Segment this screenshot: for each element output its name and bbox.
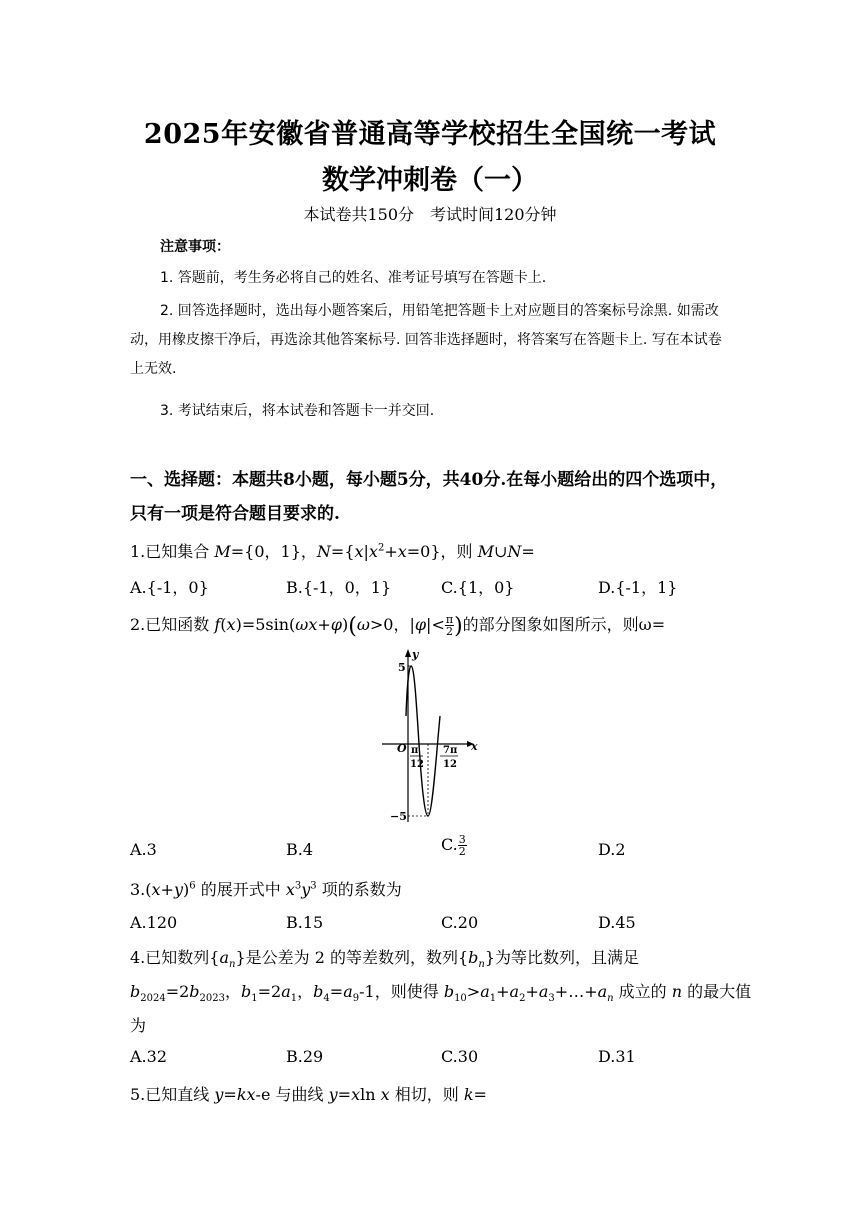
graph-origin-label: O [397, 742, 407, 755]
question-4-option-c: C.30 [441, 1047, 479, 1066]
question-3-stem: $3.(x+y)^6$ 的展开式中 $x^3y^3$ 项的系数为 [130, 880, 402, 899]
graph-tick2-num: 7π [443, 745, 458, 756]
question-2-option-c: C. $\frac{3}{2}$ [441, 833, 466, 858]
graph-y-bottom-label: −5 [390, 810, 407, 823]
sine-graph-figure [370, 646, 480, 826]
exam-info: 本试卷共150分 考试时间120分钟 [303, 205, 557, 224]
question-3-option-b: B.15 [286, 913, 324, 932]
graph-y-label: y [412, 648, 419, 661]
question-4-option-a: A.32 [130, 1047, 167, 1066]
exam-title: 2025年安徽省普通高等学校招生全国统一考试 [143, 119, 717, 150]
question-2-option-b: B.4 [286, 840, 314, 859]
question-4-stem-line-2: $b_{2024}=2b_{2023}$，$b_1=2a_1$，$b_4=a_9-1$，则使得 $b_{10}>a_1+a_2+a_3+\dots+a_n$ 成立的 n 的最大值 [130, 982, 752, 1005]
graph-y-top-label: 5 [398, 661, 406, 674]
graph-tick1-num: π [411, 745, 419, 756]
question-2-option-d: D.2 [598, 840, 626, 859]
question-1-option-d: D.{-1，1} [598, 578, 678, 597]
question-4-option-d: D.31 [598, 1047, 636, 1066]
exam-subject-title: 数学冲刺卷（一） [322, 165, 538, 196]
graph-x-label: x [471, 740, 478, 753]
graph-tick1-den: 12 [410, 759, 424, 770]
question-3-option-c: C.20 [441, 913, 479, 932]
question-3-option-d: D.45 [598, 913, 636, 932]
question-1-option-a: A.{-1，0} [130, 578, 209, 597]
notice-item-3: 3. 考试结束后，将本试卷和答题卡一并交回. [160, 403, 435, 419]
question-1-option-c: C.{1，0} [441, 578, 515, 597]
question-1-stem: 1.已知集合 M={0，1}，$N=\{x|x^2+x=0\}$，则 M∪N= [130, 542, 535, 561]
notice-heading: 注意事项： [160, 239, 230, 255]
question-1-option-b: B.{-1，0，1} [286, 578, 392, 597]
question-5-stem: 5.已知直线 y=kx-e 与曲线 y=xln x 相切，则 k= [130, 1085, 487, 1104]
notice-item-1: 1. 答题前，考生务必将自己的姓名、准考证号填写在答题卡上. [160, 270, 547, 286]
question-2-option-a: A.3 [130, 840, 157, 859]
question-4-stem-line-1: 4.已知数列$\{a_n\}$是公差为 2 的等差数列，数列$\{b_n\}$为等比数列，且满足 [130, 948, 640, 971]
question-3-option-a: A.120 [130, 913, 178, 932]
question-4-stem-line-3: 为 [130, 1016, 147, 1035]
question-2-stem: 2.已知函数 f(x)=5sin(ωx+φ)(ω>0，|φ|< $\frac{\pi}{2}$ )的部分图象如图所示，则ω= [130, 613, 666, 639]
notice-item-2: 2. 回答选择题时，选出每小题答案后，用铅笔把答题卡上对应题目的答案标号涂黑. 如需改动，用橡皮擦干净后，再选涂其他答案标号. 回答非选择题时，将答案写在答题卡上. 写在本试卷上无效. [130, 303, 722, 377]
section-heading: 一、选择题：本题共8小题，每小题5分，共40分.在每小题给出的四个选项中，只有一项是符合题目要求的. [130, 470, 728, 524]
question-4-option-b: B.29 [286, 1047, 324, 1066]
graph-tick2-den: 12 [443, 759, 457, 770]
